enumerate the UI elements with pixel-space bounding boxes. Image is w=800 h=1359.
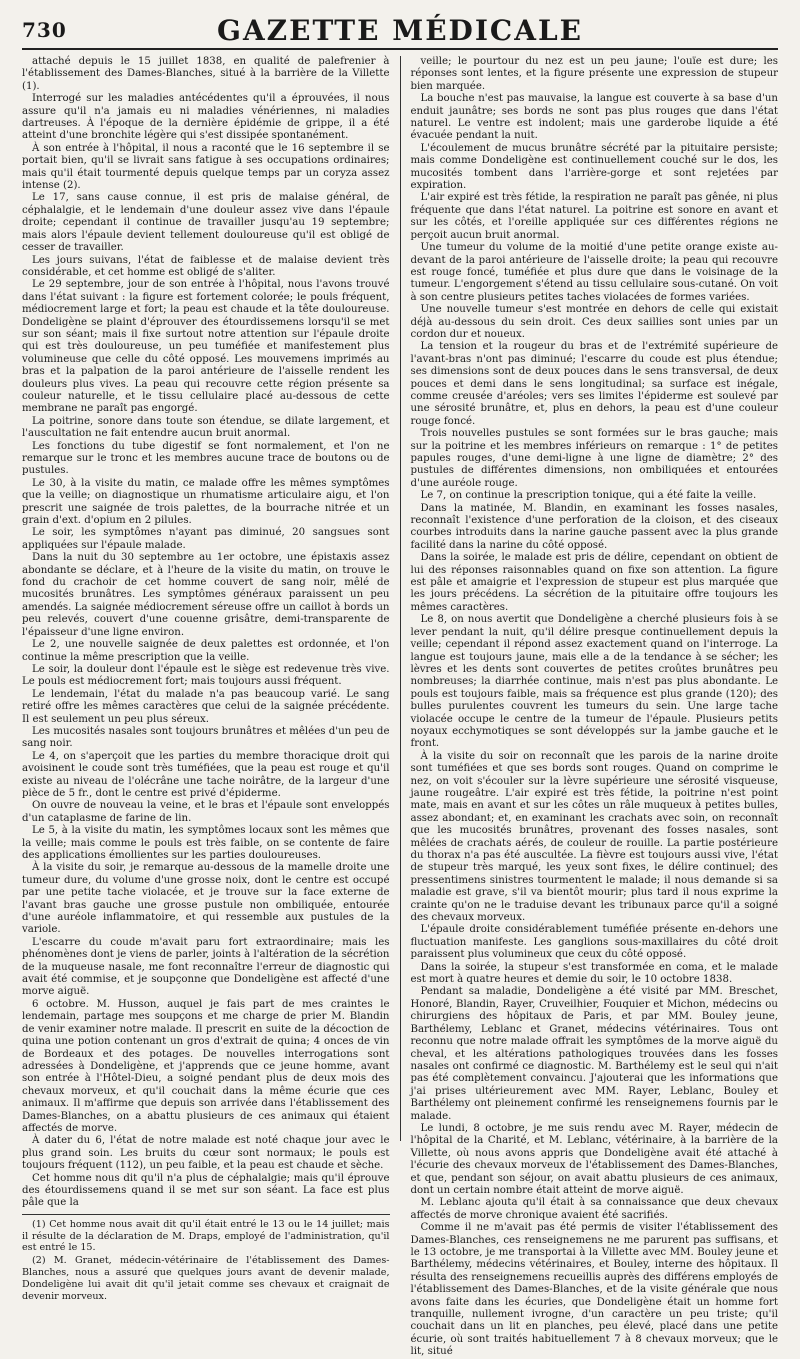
page-number: 730 [22, 18, 67, 42]
paragraph: L'épaule droite considérablement tuméfiée présente en-dehors une fluctuation manifeste. Les ganglions sous-maxillaires du côté droit paraissent plus volumineux que ceux du côté opposé. [410, 924, 778, 961]
journal-title: GAZETTE MÉDICALE [217, 14, 583, 47]
left-column [22, 56, 390, 1302]
text-columns [22, 56, 778, 1358]
left-column-text [22, 56, 390, 1210]
paragraph: M. Leblanc ajouta qu'il était à sa connaissance que deux chevaux affectés de morve chronique avaient été sacrifiés. [410, 1197, 778, 1221]
paragraph: Le soir, la douleur dont l'épaule est le siège est redevenue très vive. Le pouls est médiocrement fort; mais toujours aussi fréquent. [22, 663, 390, 688]
paragraph: L'air expiré est très fétide, la respiration ne paraît pas gênée, ni plus fréquente que dans l'état naturel. La poitrine est sonore en avant et sur les côtés, et l'oreille appliquée sur ces différentes régions ne perçoit aucun bruit anormal. [410, 192, 778, 241]
paragraph: À la visite du soir, je remarque au-dessous de la mamelle droite une tumeur dure, du volume d'une grosse noix, dont le centre est occupé par une petite tache violacée, et je trouve sur la face externe de l'avant bras gauche une grosse pustule non ombiliquée, entourée d'une auréole inflammatoire, et qui ressemble aux pustules de la variole. [22, 862, 390, 936]
paragraph: Le soir, les symptômes n'ayant pas diminué, 20 sangsues sont appliquées sur l'épaule malade. [22, 527, 390, 551]
paragraph: Interrogé sur les maladies antécédentes qu'il a éprouvées, il nous assure qu'il n'a jamais eu ni maladies vénériennes, ni maladies dartreuses. À l'époque de la dernière épidémie de grippe, il a été atteint d'une bronchite légère qui s'est dissipée spontanément. [22, 93, 390, 142]
paragraph: Le 8, on nous avertit que Dondeligène a cherché plusieurs fois à se lever pendant la nuit, qu'il délire presque continuellement depuis la veille; cependant il répond assez exactement quand on l'interroge. La langue est toujours jaune, mais elle a de la tendance à se sécher; les lèvres et les dents sont couvertes de petites croûtes brunâtres peu nombreuses; la diarrhée continue, mais n'est pas plus abondante. Le pouls est toujours faible, mais sa fréquence est plus grande (120); des bulles purulentes couvrent les tumeurs du sein. Une large tache violacée occupe le centre de la tumeur de l'épaule. Plusieurs petits noyaux ecchymotiques se sont développés sur la jambe gauche et le front. [410, 614, 778, 750]
paragraph: Pendant sa maladie, Dondeligène a été visité par MM. Breschet, Honoré, Blandin, Rayer, Cruveilhier, Fouquier et Michon, médecins ou chirurgiens des hôpitaux de Paris, et par MM. Bouley jeune, Barthélemy, Leblanc et Granet, médecins vétérinaires. Tous ont reconnu que notre malade offrait les symptômes de la morve aiguë du cheval, et les altérations pathologiques trouvées dans les fosses nasales ont confirmé ce diagnostic. M. Barthélemy est le seul qui n'ait pas été complètement convaincu. J'ajouterai que les informations que j'ai prises ultérieurement avec MM. Rayer, Leblanc, Bouley et Barthélemy ont pleinement confirmé les renseignemens fournis par le malade. [410, 986, 778, 1122]
paragraph: Les jours suivans, l'état de faiblesse et de malaise devient très considérable, et cet homme est obligé de s'aliter. [22, 254, 390, 278]
right-column [410, 56, 779, 1358]
paragraph: À dater du 6, l'état de notre malade est noté chaque jour avec le plus grand soin. Les bruits du cœur sont normaux; le pouls est toujours fréquent (112), un peu faible, et la peau est chaude et sèche. [22, 1135, 390, 1172]
paragraph: Le lundi, 8 octobre, je me suis rendu avec M. Rayer, médecin de l'hôpital de la Charité, et M. Leblanc, vétérinaire, à la barrière de la Villette, où nous avons appris que Dondeligène avait été attaché à l'écurie des chevaux morveux de l'établissement des Dames-Blanches, et que, pendant son séjour, on avait abattu plusieurs de ces animaux, dont un certain nombre était atteint de morve aiguë. [410, 1122, 778, 1196]
column-divider [400, 56, 401, 1141]
paragraph: Une tumeur du volume de la moitié d'une petite orange existe au-devant de la paroi antérieure de l'aisselle droite; la peau qui recouvre est rouge foncé, tuméfiée et plus dure que dans le voisinage de la tumeur. L'engorgement s'étend au tissu cellulaire sous-cutané. On voit à son centre plusieurs petites taches violacées de formes variées. [410, 242, 778, 303]
paragraph: À la visite du soir on reconnaît que les parois de la narine droite sont tuméfiées et que ses bords sont rouges. Quand on comprime le nez, on voit s'écouler sur la lèvre supérieure une sérosité visqueuse, jaune rougeâtre. L'air expiré est très fétide, la poitrine n'est point mate, mais en avant et sur les côtes un râle muqueux à petites bulles, assez abondant; et, en examinant les crachats avec soin, on reconnaît que les mucosités brunâtres, provenant des fosses nasales, sont mêlées de crachats aérés, de couleur de rouille. La partie postérieure du thorax n'a pas été auscultée. La fièvre est toujours aussi vive, l'état de stupeur très marqué, les yeux sont fixes, le délire continuel; des pressentimens sinistres tourmentent le malade; il nous demande si sa maladie est grave, s'il va bientôt mourir; plus tard il nous exprime la crainte qu'on ne le traduise devant les tribunaux parce qu'il a soigné des chevaux morveux. [410, 750, 778, 924]
paragraph: La bouche n'est pas mauvaise, la langue est couverte à sa base d'un enduit jaunâtre; ses bords ne sont pas plus rouges que dans l'état naturel. Le ventre est indolent; mais une garderobe liquide a été évacuée pendant la nuit. [410, 93, 778, 142]
paragraph: L'escarre du coude m'avait paru fort extraordinaire; mais les phénomènes dont je viens de parler, joints à l'altération de la sécrétion de la muqueuse nasale, me font reconnaître l'erreur de diagnostic qui avait été commise, et je soupçonne que Dondeligène est affecté d'une morve aiguë. [22, 936, 390, 998]
paragraph: 6 octobre. M. Husson, auquel je fais part de mes craintes le lendemain, partage mes soupçons et me charge de prier M. Blandin de venir examiner notre malade. Il prescrit en suite de la décoction de quina une potion contenant un gros d'extrait de quina; 4 onces de vin de Bordeaux et des potages. De nouvelles interrogations sont adressées à Dondeligène, et j'apprends que ce jeune homme, avant son entrée à l'Hôtel-Dieu, a soigné pendant plus de deux mois des chevaux morveux, et qu'il couchait dans la même écurie que ces animaux. Il m'affirme que depuis son arrivée dans l'établissement des Dames-Blanches, on a abattu plusieurs de ces animaux qui étaient affectés de morve. [22, 998, 390, 1134]
paragraph: Dans la nuit du 30 septembre au 1er octobre, une épistaxis assez abondante se déclare, et à l'heure de la visite du matin, on trouve le fond du crachoir de cet homme couvert de sang noir, mêlé de mucosités brunâtres. Les symptômes généraux paraissent un peu amendés. La saignée médiocrement séreuse offre un caillot à bords un peu relevés, couvert d'une couenne grisâtre, demi-transparente de l'épaisseur d'une ligne environ. [22, 552, 390, 638]
paragraph: Cet homme nous dit qu'il n'a plus de céphalalgie; mais qu'il éprouve des étourdissemens quand il se met sur son séant. La face est plus pâle que la [22, 1172, 390, 1209]
paragraph: Dans la soirée, la stupeur s'est transformée en coma, et le malade est mort à quatre heures et demie du soir, le 10 octobre 1838. [410, 961, 778, 986]
paragraph: Une nouvelle tumeur s'est montrée en dehors de celle qui existait déjà au-dessous du sein droit. Ces deux saillies sont unies par un cordon dur et noueux. [410, 304, 778, 340]
paragraph: Le 5, à la visite du matin, les symptômes locaux sont les mêmes que la veille; mais comme le pouls est très faible, on se contente de faire des applications émollientes sur les parties douloureuses. [22, 825, 390, 861]
paragraph: Dans la soirée, le malade est pris de délire, cependant on obtient de lui des réponses raisonnables quand on fixe son attention. La figure est pâle et amaigrie et l'expression de stupeur est plus marquée que les jours précédens. La sécrétion de la pituitaire offre toujours les mêmes caractères. [410, 552, 778, 613]
paragraph: Le 29 septembre, jour de son entrée à l'hôpital, nous l'avons trouvé dans l'état suivant : la figure est fortement colorée; le pouls fréquent, médiocrement large et fort; la peau est chaude et la tête douloureuse. Dondeligène se plaint d'éprouver des étourdissemens lorsqu'il se met sur son séant; mais il fixe surtout notre attention sur l'épaule droite qui est très douloureuse, un peu tuméfiée et manifestement plus volumineuse que celle du côté opposé. Les mouvemens imprimés au bras et la palpation de la paroi antérieure de l'aisselle rendent les douleurs plus vives. La peau qui recouvre cette région présente sa couleur naturelle, et le tissu cellulaire placé au-dessous de cette membrane ne paraît pas engorgé. [22, 279, 390, 415]
paragraph: À son entrée à l'hôpital, il nous a raconté que le 16 septembre il se portait bien, qu'il se livrait sans fatigue à ses occupations ordinaires; mais qu'il était tourmenté depuis quelque temps par un coryza assez intense (2). [22, 142, 390, 192]
paragraph: Comme il ne m'avait pas été permis de visiter l'établissement des Dames-Blanches, ces renseignemens ne me parurent pas suffisans, et le 13 octobre, je me transportai à la Villette avec MM. Bouley jeune et Barthélemy, médecins vétérinaires, et Bouley, interne des hôpitaux. Il résulta des renseignemens recueillis auprès des différens employés de l'établissement des Dames-Blanches, et de la visite générale que nous avons faite dans les écuries, que Dondeligène était un homme fort tranquille, nullement ivrogne, d'un caractère un peu triste; qu'il couchait dans un lit en planches, peu élevé, placé dans une petite écurie, où sont traités habituellement 7 à 8 chevaux morveux; que le lit, situé [410, 1222, 778, 1358]
paragraph: La tension et la rougeur du bras et de l'extrémité supérieure de l'avant-bras n'ont pas diminué; l'escarre du coude est plus étendue; ses dimensions sont de deux pouces dans le sens transversal, de deux pouces et demi dans le sens longitudinal; sa surface est inégale, comme creusée d'aréoles; vers ses limites l'épiderme est soulevé par une sérosité brunâtre, et, plus en dehors, la peau est d'une couleur rouge foncé. [410, 341, 778, 427]
paragraph: Le 17, sans cause connue, il est pris de malaise général, de céphalalgie, et le lendemain d'une douleur assez vive dans l'épaule droite; cependant il continue de travailler jusqu'au 19 septembre; mais alors l'épaule devient tellement douloureuse qu'il est obligé de cesser de travailler. [22, 192, 390, 254]
paragraph: Les fonctions du tube digestif se font normalement, et l'on ne remarque sur le tronc et les membres aucune trace de boutons ou de pustules. [22, 440, 390, 477]
footnote: (1) Cet homme nous avait dit qu'il était entré le 13 ou le 14 juillet; mais il résulte de la déclaration de M. Draps, employé de l'administration, qu'il est entré le 15. [22, 1218, 390, 1254]
footnotes [22, 1214, 390, 1304]
paragraph: veille; le pourtour du nez est un peu jaune; l'ouïe est dure; les réponses sont lentes, et la figure présente une expression de stupeur bien marquée. [410, 56, 778, 92]
footnote: (2) M. Granet, médecin-vétérinaire de l'établissement des Dames-Blanches, nous a assuré que quelques jours avant de devenir malade, Dondeligène lui avait dit qu'il jetait comme ses chevaux et craignait de devenir morveux. [22, 1255, 390, 1302]
paragraph: Le 30, à la visite du matin, ce malade offre les mêmes symptômes que la veille; on diagnostique un rhumatisme articulaire aigu, et l'on prescrit une saignée de trois palettes, de la bourrache nitrée et un grain d'ext. d'opium en 2 pilules. [22, 477, 390, 527]
paragraph: Dans la matinée, M. Blandin, en examinant les fosses nasales, reconnaît l'existence d'une perforation de la cloison, et des ciseaux courbes introduits dans la narine gauche passent avec la plus grande facilité dans la narine du côté opposé. [410, 502, 778, 551]
paragraph: Le lendemain, l'état du malade n'a pas beaucoup varié. Le sang retiré offre les mêmes caractères que celui de la saignée précédente. Il est seulement un peu plus séreux. [22, 688, 390, 725]
paragraph: Le 7, on continue la prescription tonique, qui a été faite la veille. [420, 490, 757, 502]
paragraph: Trois nouvelles pustules se sont formées sur le bras gauche; mais sur la poitrine et les membres inférieurs on remarque : 1° de petites papules rouges, d'une demi-ligne à une ligne de diamètre; 2° des pustules de différentes dimensions, non ombiliquées et entourées d'une auréole rouge. [410, 428, 778, 489]
paragraph: attaché depuis le 15 juillet 1838, en qualité de palefrenier à l'établissement des Dames-Blanches, situé à la barrière de la Villette (1). [22, 56, 390, 92]
paragraph: Les mucosités nasales sont toujours brunâtres et mêlées d'un peu de sang noir. [22, 725, 390, 750]
paragraph: Le 2, une nouvelle saignée de deux palettes est ordonnée, et l'on continue la même prescription que la veille. [22, 639, 390, 663]
paragraph: La poitrine, sonore dans toute son étendue, se dilate largement, et l'auscultation ne fait entendre aucun bruit anormal. [22, 415, 390, 440]
paragraph: L'écoulement de mucus brunâtre sécrété par la pituitaire persiste; mais comme Dondeligène est continuellement couché sur le dos, les mucosités tombent dans l'arrière-gorge et sont rejetées par expiration. [410, 142, 778, 192]
paragraph: Le 4, on s'aperçoit que les parties du membre thoracique droit qui avoisinent le coude sont très tuméfiées, que la peau est rouge et qu'il existe au niveau de l'olécrâne une tache noirâtre, de la largeur d'une pièce de 5 fr., dont le centre est privé d'épiderme. [22, 750, 390, 799]
masthead [22, 14, 778, 50]
paragraph: On ouvre de nouveau la veine, et le bras et l'épaule sont enveloppés d'un cataplasme de farine de lin. [22, 800, 390, 824]
